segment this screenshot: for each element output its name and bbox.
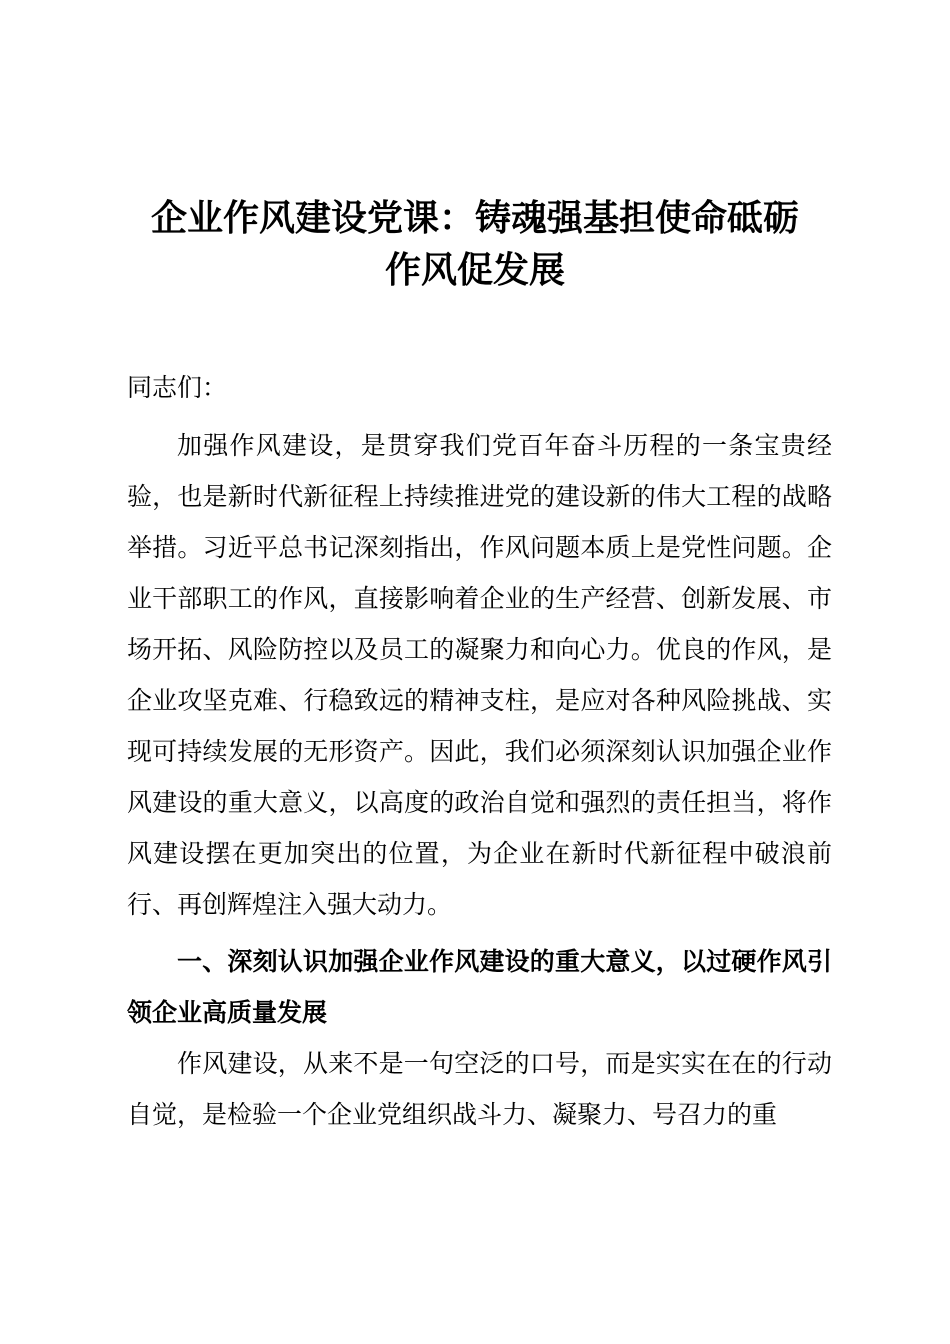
intro-paragraph: 加强作风建设，是贯穿我们党百年奋斗历程的一条宝贵经验，也是新时代新征程上持续推进党的建设新的伟大工程的战略举措。习近平总书记深刻指出，作风问题本质上是党性问题。企业干部职工的作风，直接影响着企业的生产经营、创新发展、市场开拓、风险防控以及员工的凝聚力和向心力。优良的作风，是企业攻坚克难、行稳致远的精神支柱，是应对各种风险挑战、实现可持续发展的无形资产。因此，我们必须深刻认识加强企业作风建设的重大意义，以高度的政治自觉和强烈的责任担当，将作风建设摆在更加突出的位置，为企业在新时代新征程中破浪前行、再创辉煌注入强大动力。 (127, 431, 832, 919)
salutation: 同志们： (127, 373, 228, 402)
title-line-2: 作风促发展 (384, 249, 565, 291)
section-1-heading: 一、深刻认识加强企业作风建设的重大意义，以过硬作风引领企业高质量发展 (127, 947, 832, 1027)
title-line-1: 企业作风建设党课：铸魂强基担使命砥砺 (150, 197, 799, 239)
section-1-paragraph: 作风建设，从来不是一句空泛的口号，而是实实在在的行动自觉，是检验一个企业党组织战斗力、凝聚力、号召力的重 (127, 1049, 832, 1129)
document-title (100, 192, 850, 296)
document-body (127, 420, 832, 1140)
